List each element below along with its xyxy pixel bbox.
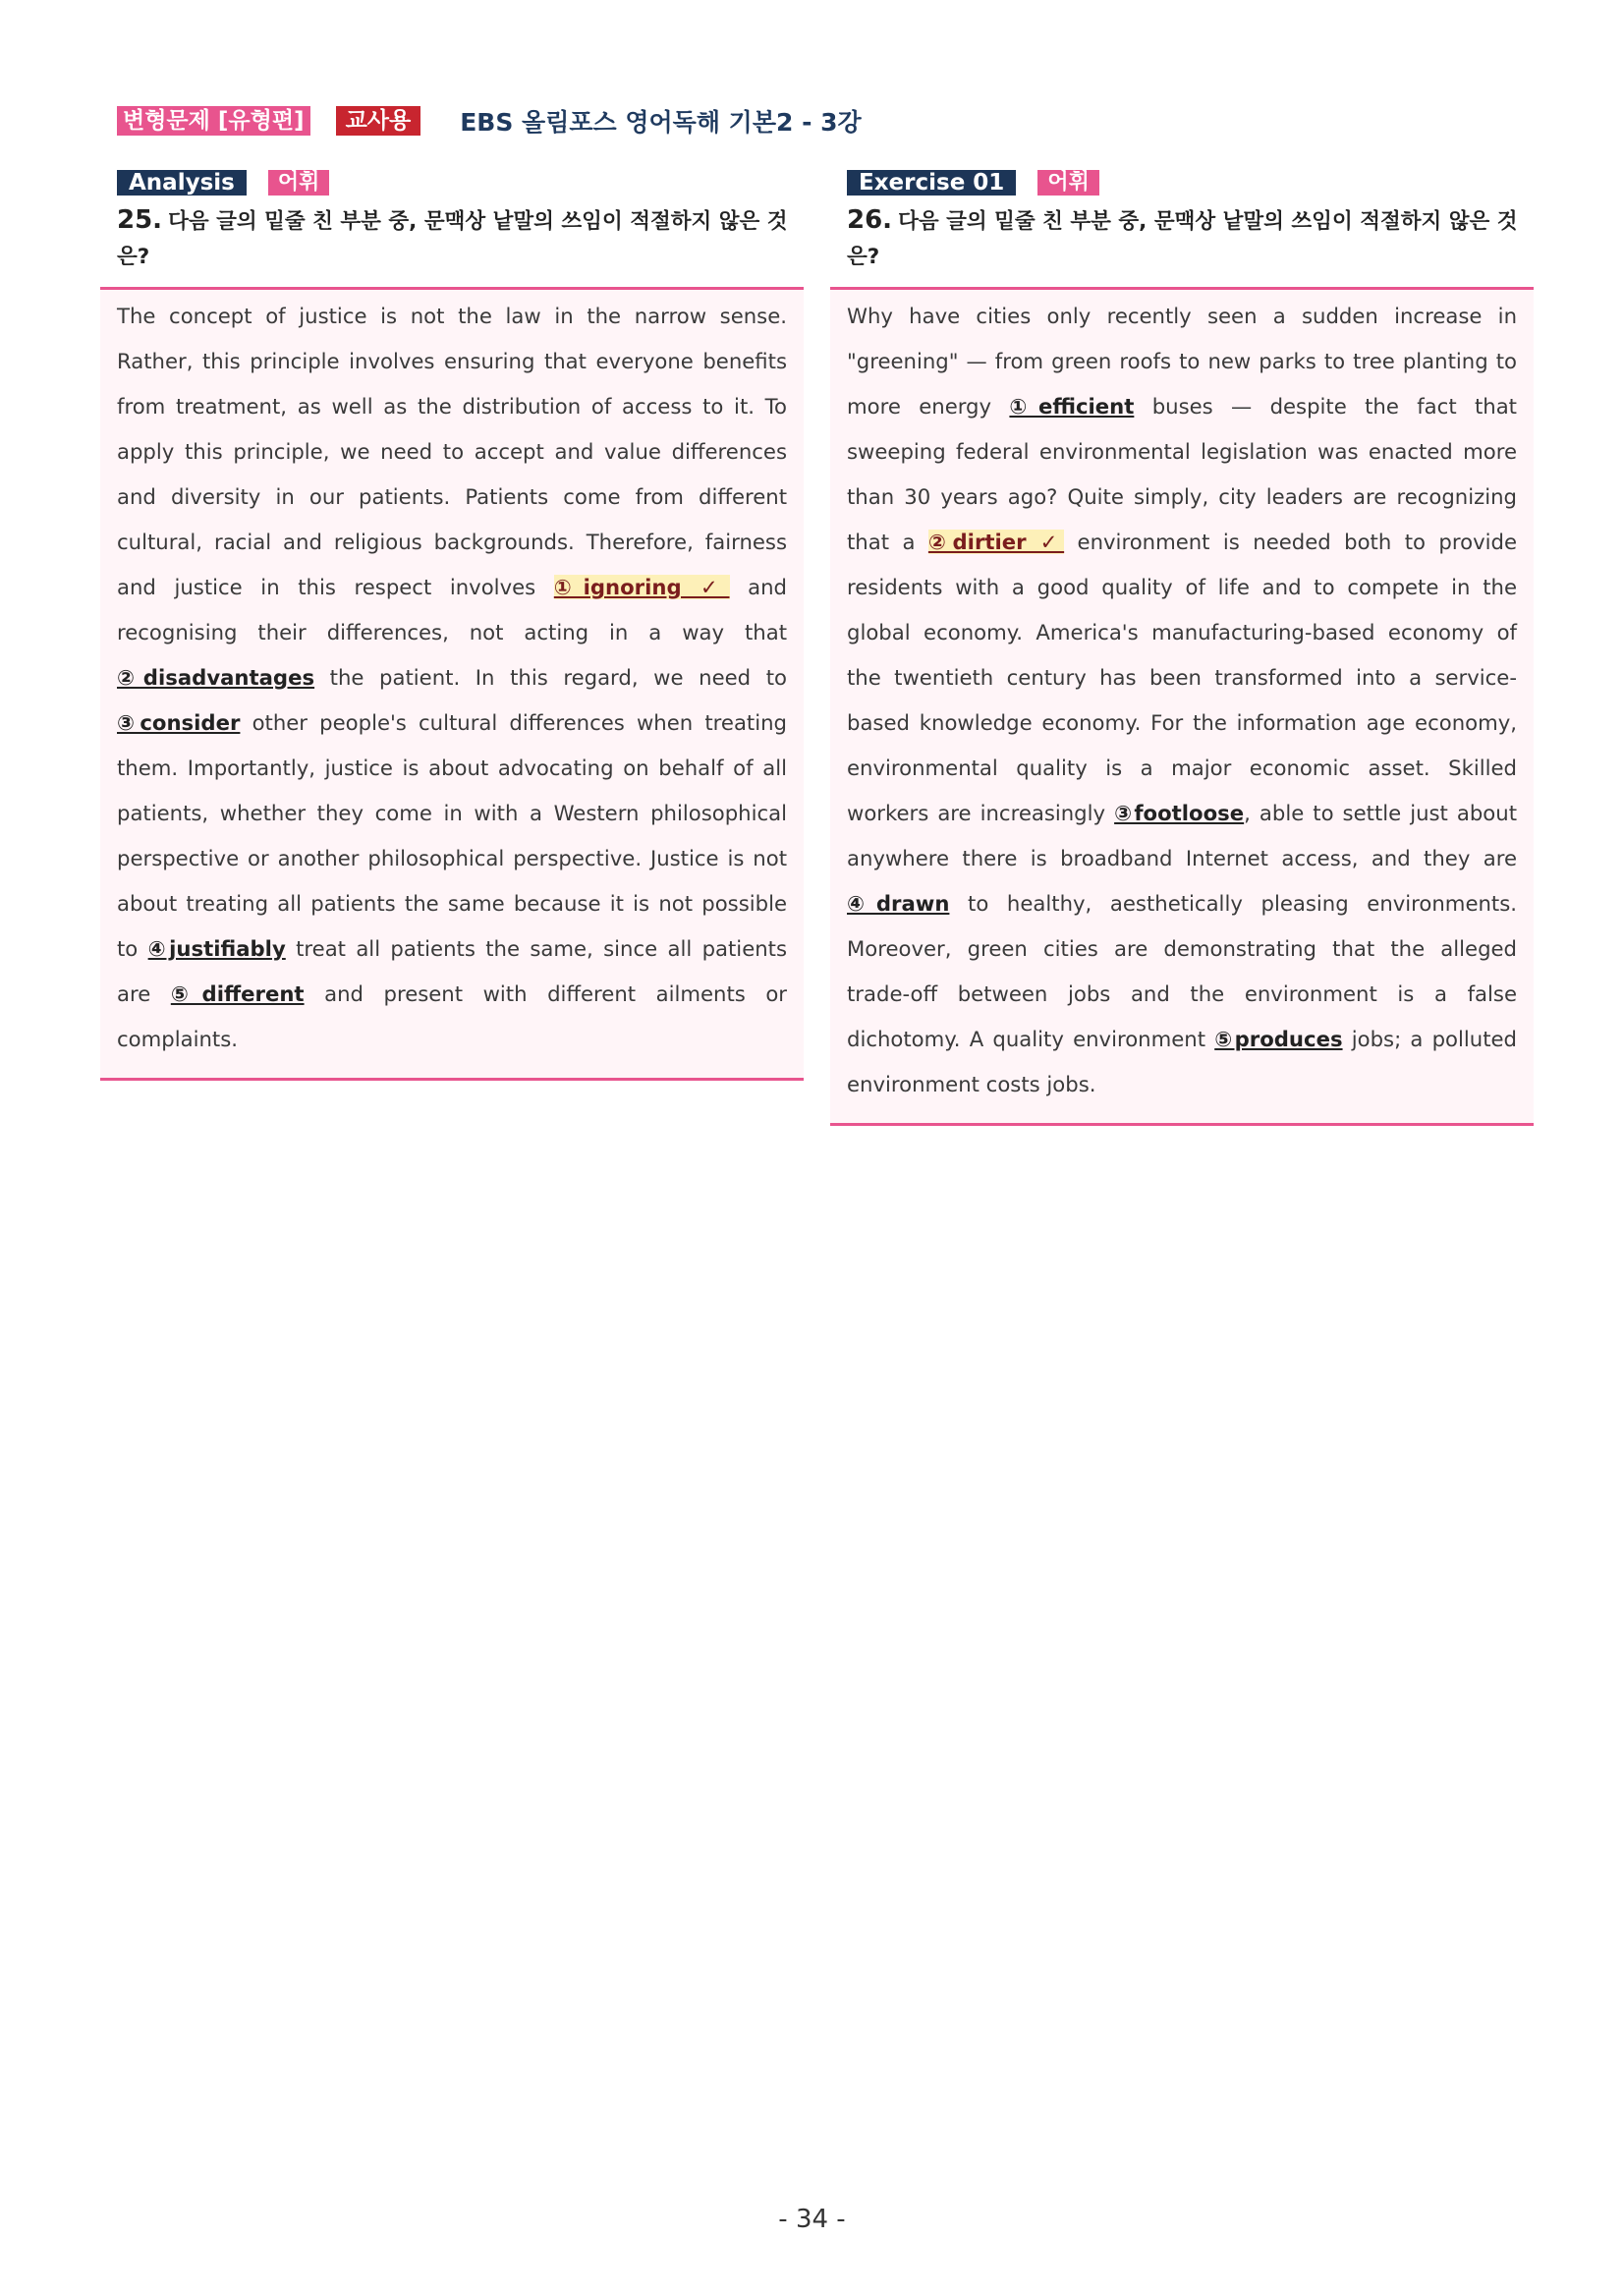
problem-type-tag: 변형문제 [유형편] <box>117 106 310 136</box>
analysis-label: Analysis <box>117 170 247 196</box>
section-labels <box>100 169 804 196</box>
passage-text: other people's cultural differences when treating them. Importantly, justice is about advocating on behalf of all patients, whether they come in with a Western philosophical perspective or another philosophical perspective. Justice is not about treating all patients the same because it is not possible to <box>117 710 787 961</box>
passage-text: to healthy, aesthetically pleasing environments. Moreover, green cities are demonstrating that the alleged trade-off between jobs and the environment is a false dichotomy. A quality environment <box>847 891 1517 1051</box>
question-26-column <box>830 169 1534 1126</box>
question-number: 25. <box>117 205 163 235</box>
marked-word-4: ④drawn <box>847 891 950 916</box>
passage-text: treat all patients the same, since all patients are <box>117 936 787 1006</box>
marked-word-3: ③consider <box>117 710 241 735</box>
question-stem <box>100 202 795 275</box>
marked-word-5: ⑤different <box>170 981 305 1006</box>
exercise-label: Exercise 01 <box>847 170 1016 196</box>
passage-text: jobs; a polluted environment costs jobs. <box>847 1027 1517 1096</box>
question-stem <box>830 202 1525 275</box>
marked-word-3: ③footloose <box>1114 801 1245 825</box>
section-labels <box>830 169 1534 196</box>
question-25-column <box>100 169 804 1081</box>
marked-word-4: ④justifiably <box>147 936 286 961</box>
passage-text: the patient. In this regard, we need to <box>314 665 787 690</box>
marked-word-2-answer: ②dirtier ✓ <box>927 530 1065 554</box>
marked-word-2: ②disadvantages <box>117 665 315 690</box>
page-number: - 34 - <box>778 2205 846 2234</box>
passage-text: buses — despite the fact that sweeping federal environmental legislation was enacted more than 30 years ago? Quite simply, city leaders are recognizing that a <box>847 394 1517 554</box>
passage-text: environment is needed both to provide residents with a good quality of life and to compete in the global economy. America's manufacturing-based economy of the twentieth century has been transformed into a service-based knowledge economy. For the information age economy, environmental quality is a major economic asset. Skilled workers are increasingly <box>847 530 1517 825</box>
page-header <box>117 104 862 138</box>
passage-text: , able to settle just about anywhere there is broadband Internet access, and they are <box>847 801 1518 870</box>
book-title: EBS 올림포스 영어독해 기본2 - 3강 <box>460 108 862 137</box>
teacher-edition-tag: 교사용 <box>336 106 421 136</box>
question-number: 26. <box>847 205 893 235</box>
passage-box <box>100 287 804 1081</box>
passage-text: and present with different ailments or complaints. <box>117 981 788 1051</box>
marked-word-5: ⑤produces <box>1214 1027 1343 1051</box>
vocab-label: 어휘 <box>268 170 330 196</box>
question-text: 다음 글의 밑줄 친 부분 중, 문맥상 낱말의 쓰임이 적절하지 않은 것은? <box>117 209 788 269</box>
question-text: 다음 글의 밑줄 친 부분 중, 문맥상 낱말의 쓰임이 적절하지 않은 것은? <box>847 209 1518 269</box>
passage-text: and recognising their differences, not acting in a way that <box>117 575 787 644</box>
marked-word-1: ①efficient <box>1009 394 1135 419</box>
marked-word-1-answer: ①ignoring ✓ <box>553 575 730 599</box>
passage-text: Why have cities only recently seen a sudden increase in "greening" — from green roofs to new parks to tree planting to more energy <box>847 304 1517 419</box>
passage-text: The concept of justice is not the law in the narrow sense. Rather, this principle involves ensuring that everyone benefits from treatment, as well as the distribution of access to it. To apply this principle, we need to accept and value differences and diversity in our patients. Patients come from different cultural, racial and religious backgrounds. Therefore, fairness and justice in this respect involves <box>117 304 787 599</box>
vocab-label: 어휘 <box>1037 170 1099 196</box>
passage-box <box>830 287 1534 1126</box>
